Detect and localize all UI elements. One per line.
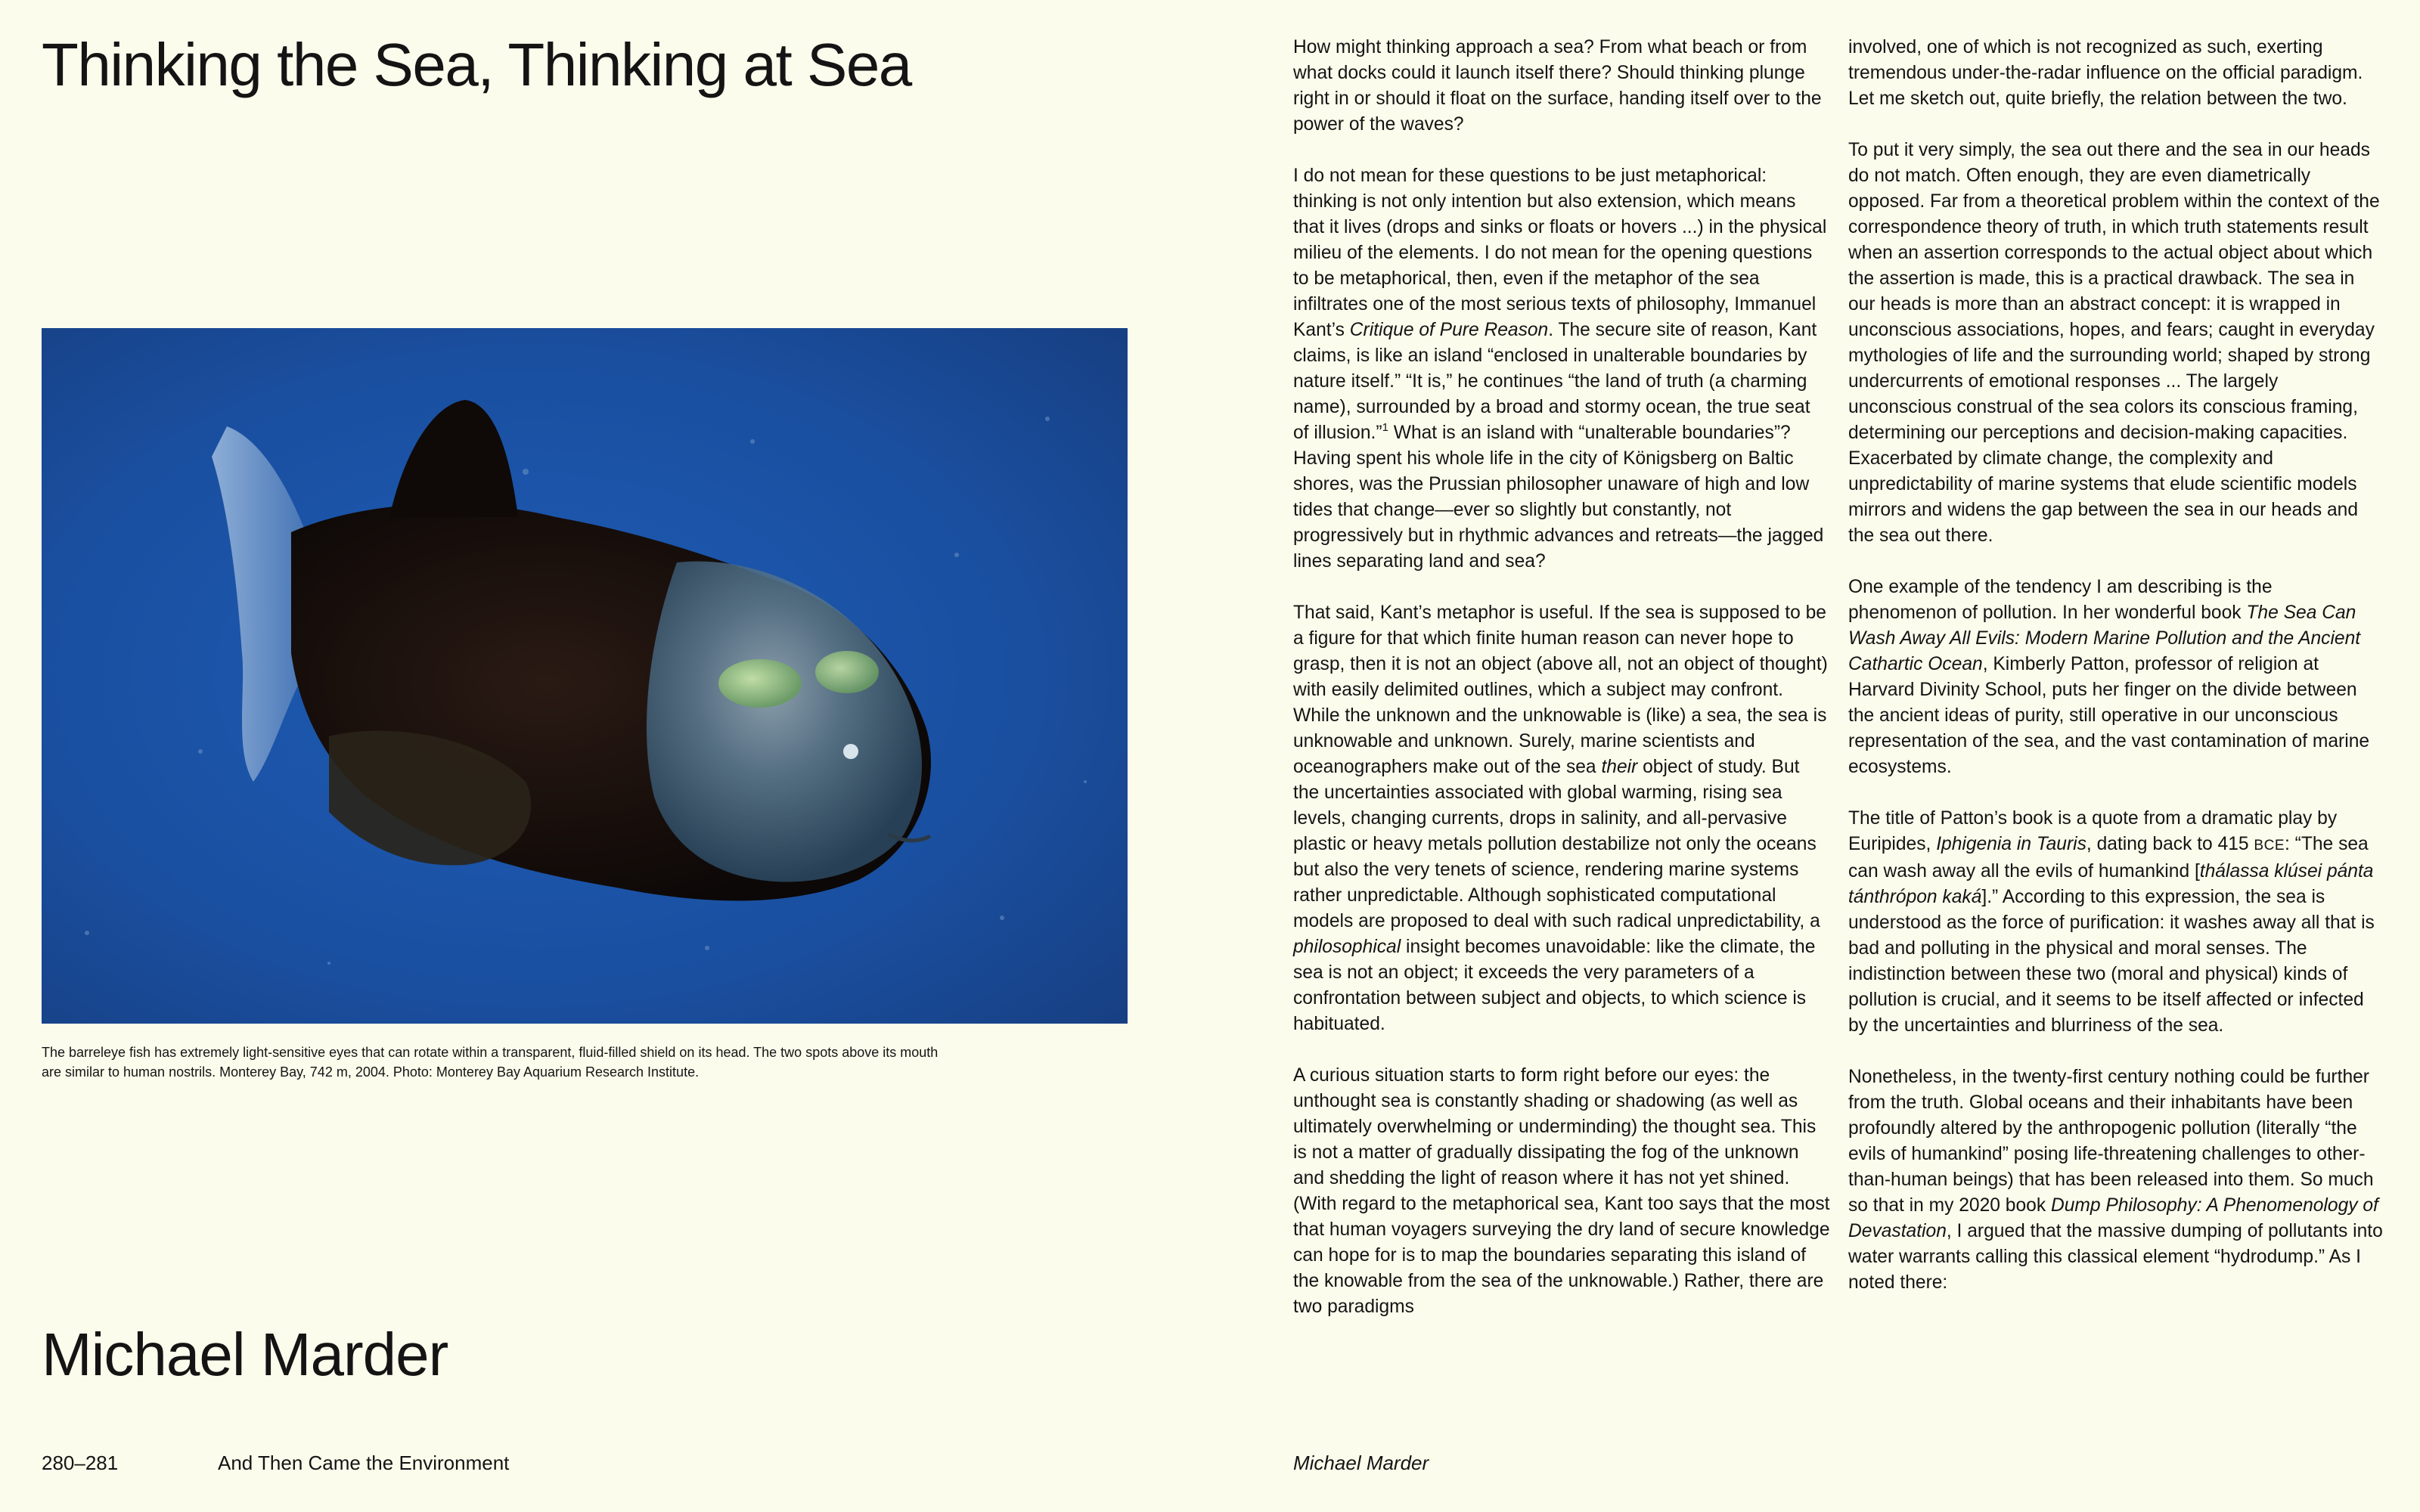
book-title-citation: The Sea Can Wash Away All Evils: Modern Marine Pollution and the Ancient Cathartic Ocean: [1848, 603, 2361, 674]
paragraph: Nonetheless, in the twenty-first century nothing could be further from the truth. Global oceans and their inhabitants have been profoundly altered by the anthropogenic pollution (literally “the evils of humankind” posing life-threatening challenges to other-than-human beings) that has been released into them. So much so that in my 2020 book Dump Philosophy: A Phenomenology of Devastation, I argued that the massive dumping of pollutants into water warrants calling this classical element “hydrodump.” As I noted there:: [1848, 1067, 2383, 1293]
paragraph: I do not mean for these questions to be just metaphorical: thinking is not only intention but also extension, which means that it lives (drops and sinks or floats or hovers ...) in the physical milieu of the elements. I do not mean for the opening questions to be metaphorical, then, even if the metaphor of the sea infiltrates one of the most serious texts of philosophy, Immanuel Kant’s Critique of Pure Reason. The secure site of reason, Kant claims, is like an island “enclosed in unalterable boundaries by nature itself.” “It is,” he continues “the land of truth (a charming name), surrounded by a broad and stormy ocean, the true seat of illusion.”$^1$ What is an island with “unalterable boundaries”? Having spent his whole life in the city of Königsberg on Baltic shores, was the Prussian philosopher unaware of high and low tides that change—ever so slightly but constantly, not progressively but in rhythmic advances and retreats—the jagged lines separating land and sea?: [1293, 166, 1827, 572]
footnote-marker[interactable]: 1: [1382, 421, 1388, 434]
fish-illustration: [42, 328, 1128, 1024]
book-title-citation: Dump Philosophy: A Phenomenology of Devastation: [1848, 1195, 2378, 1241]
book-title-citation: Critique of Pure Reason: [1349, 320, 1549, 340]
text-column-1: [1293, 35, 1830, 1320]
essay-title: Thinking the Sea, Thinking at Sea: [42, 31, 911, 98]
paragraph: One example of the tendency I am describing is the phenomenon of pollution. In her wonderful book The Sea Can Wash Away All Evils: Modern Marine Pollution and the Ancient Cathartic Ocean, Kimberly Patton, professor of religion at Harvard Divinity School, puts her finger on the divide between the ancient ideas of purity, still operative in our unconscious representation of the sea, and the vast contamination of marine ecosystems.: [1848, 577, 2370, 777]
barreleye-fish-photo: [42, 328, 1128, 1024]
paragraph: A curious situation starts to form right before our eyes: the unthought sea is constantly shading or shadowing (as well as ultimately overwhelming or underminding) the thought sea. This is not a matter of gradually dissipating the fog of the unknown and shedding the light of reason where it has not yet shined. (With regard to the metaphorical sea, Kant too says that the most that human voyagers surveying the dry land of secure knowledge can hope for is to map the boundaries separating this island of the knowable from the sea of the unknowable.) Rather, there are two paradigms: [1293, 1065, 1830, 1317]
paragraph: How might thinking approach a sea? From what beach or from what docks could it launch itself there? Should thinking plunge right in or should it float on the surface, handing itself over to the power of the waves?: [1293, 37, 1822, 135]
book-title: And Then Came the Environment: [218, 1452, 510, 1474]
running-author: Michael Marder: [1293, 1452, 1429, 1474]
paragraph: To put it very simply, the sea out there and the sea in our heads do not match. Often enough, they are even diametrically opposed. Far from a theoretical problem within the context of the correspondence theory of truth, in which truth statements result when an assertion corresponds to the actual object about which the assertion is made, this is a practical drawback. The sea in our heads is more than an abstract concept: it is wrapped in unconscious associations, hopes, and fears; caught in everyday mythologies of life and the surrounding world; shaped by strong undercurrents of emotional responses ... The largely unconscious construal of the sea colors its conscious framing, determining our perceptions and decision-making capacities. Exacerbated by climate change, the complexity and unpredictability of marine systems that elude scientific models mirrors and widens the gap between the sea in our heads and the sea out there.: [1848, 140, 2380, 546]
paragraph: That said, Kant’s metaphor is useful. If the sea is supposed to be a figure for that which finite human reason can never hope to grasp, then it is not an object (above all, not an object of thought) with easily delimited outlines, which a subject may confront. While the unknown and the unknowable is (like) a sea, the sea is unknowable and unknown. Surely, marine scientists and oceanographers make out of the sea their object of study. But the uncertainties associated with global warming, rising sea levels, changing currents, drops in salinity, and all-pervasive plastic or heavy metals pollution destabilize not only the oceans but also the very tenets of science, rendering marine systems rather unpredictable. Although sophisticated computational models are proposed to deal with such radical unpredictability, a philosophical insight becomes unavoidable: like the climate, the sea is not an object; it exceeds the very parameters of a confrontation between subject and objects, to which science is habituated.: [1293, 603, 1828, 1034]
paragraph: involved, one of which is not recognized as such, exerting tremendous under-the-radar influence on the official paradigm. Let me sketch out, quite briefly, the relation between the two.: [1848, 37, 2363, 109]
text-column-2: [1848, 35, 2385, 1296]
paragraph: The title of Patton’s book is a quote from a dramatic play by Euripides, Iphigenia in Tauris, dating back to 415 BCE: “The sea can wash away all the evils of humankind [thálassa klúsei pánta tánthrópon kaká].” According to this expression, the sea is understood as the force of purification: it washes away all that is bad and polluting in the physical and moral senses. The indistinction between these two (moral and physical) kinds of pollution is crucial, and it seems to be itself affected or infected by the uncertainties and blurriness of the sea.: [1848, 808, 2375, 1036]
author-name: Michael Marder: [42, 1321, 448, 1388]
page-numbers: 280–281: [42, 1452, 119, 1474]
image-caption: The barreleye fish has extremely light-sensitive eyes that can rotate within a transparent, fluid-filled shield on its head. The two spots above its mouth are similar to human nostrils. Monterey Bay, 742 m, 2004. Photo: Monterey Bay Aquarium Research Institute.: [42, 1045, 939, 1080]
